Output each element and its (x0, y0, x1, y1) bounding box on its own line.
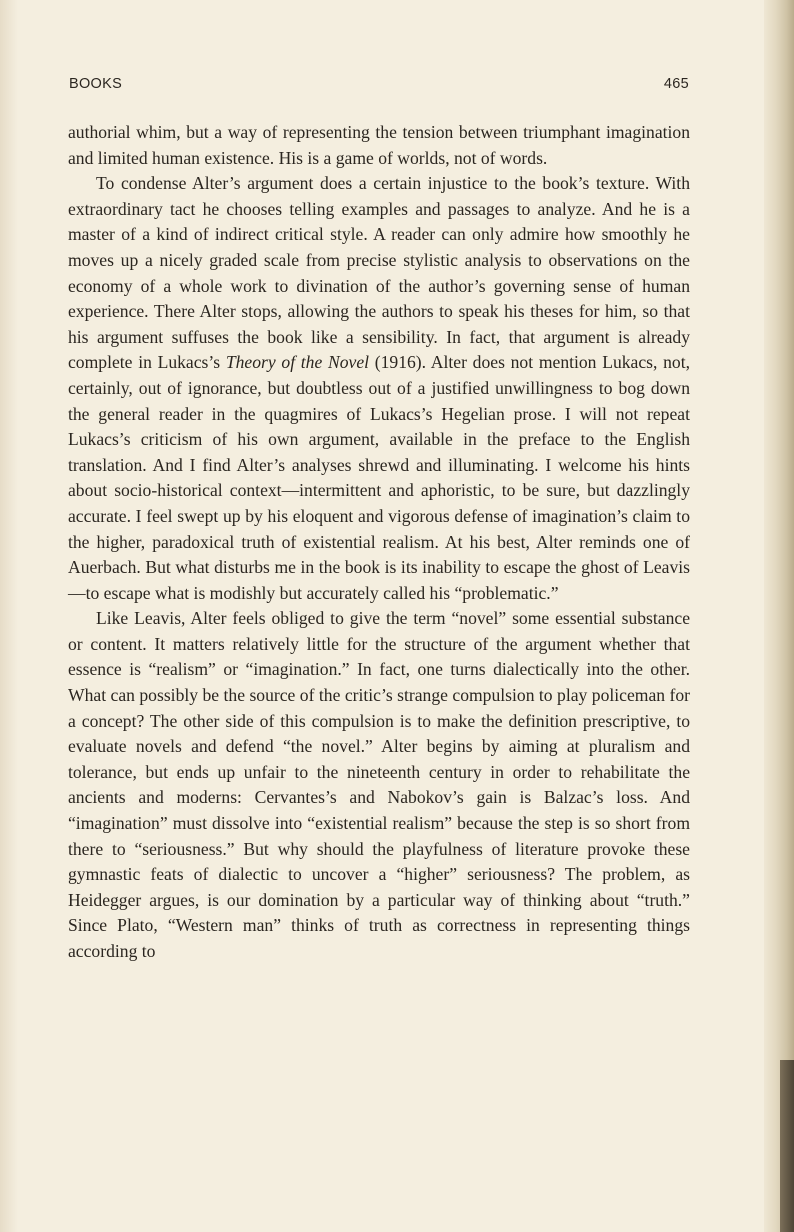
page-edge-shadow (0, 0, 18, 1232)
paragraph-text: Like Leavis, Alter feels obliged to give the term “novel” some essential substance or content. It matters relatively little for the structure of the argument whether that essence is “realism” or “imagination.” In fact, one turns dialectically into the other. What can possibly be the source of the critic’s strange compulsion to play policeman for a concept? The other side of this compulsion is to make the definition prescriptive, to evaluate novels and defend “the novel.” Alter begins by aiming at pluralism and tolerance, but ends up unfair to the nineteenth century in order to rehabilitate the ancients and moderns: Cervantes’s and Nabokov’s gain is Balzac’s loss. And “imagination” must dissolve into “existential realism” because the step is so short from there to “seriousness.” But why should the playfulness of literature provoke these gymnastic feats of dialectic to uncover a “higher” seriousness? The problem, as Heidegger argues, is our domination by a particular way of thinking about “truth.” Since Plato, “Western man” thinks of truth as correctness in representing things according to (68, 608, 690, 961)
paragraph-1 (68, 120, 690, 171)
running-head (69, 76, 689, 92)
book-title: Theory of the Novel (225, 352, 370, 373)
body-text (68, 120, 690, 965)
paragraph-text: (1916). Alter does not mention Lukacs, not, certainly, out of ignorance, but doubtless out of a justified unwillingness to bog down the general reader in the quagmires of Lukacs’s Hegelian prose. I will not repeat Lukacs’s criticism of his own argument, available in the preface to the English translation. And I find Alter’s analyses shrewd and illuminating. I welcome his hints about socio-historical context—intermittent and aphoristic, to be sure, but dazzlingly accurate. I feel swept up by his eloquent and vigorous defense of imagination’s claim to the higher, paradoxical truth of existential realism. At his best, Alter reminds one of Auerbach. But what disturbs me in the book is its inability to escape the ghost of Leavis—to escape what is modishly but accurately called his “problematic.” (68, 352, 690, 603)
paragraph-3 (68, 606, 690, 964)
section-title: BOOKS (69, 76, 123, 92)
paragraph-text: To condense Alter’s argument does a certain injustice to the book’s texture. With extraordinary tact he chooses telling examples and passages to analyze. And he is a master of a kind of indirect critical style. A reader can only admire how smoothly he moves up a nicely graded scale from precise stylistic analysis to observations on the economy of a whole work to divination of the author’s governing sense of human experience. There Alter stops, allowing the authors to speak his theses for him, so that his argument suffuses the book like a sensibility. In fact, that argument is already complete in Lukacs’s (68, 173, 690, 373)
paragraph-text: authorial whim, but a way of representing the tension between triumphant imagination and limited human existence. His is a game of worlds, not of words. (68, 122, 690, 168)
book-gutter (764, 0, 794, 1232)
page-number: 465 (663, 76, 689, 92)
book-gutter-dark (780, 1060, 794, 1232)
paragraph-2 (68, 171, 690, 606)
